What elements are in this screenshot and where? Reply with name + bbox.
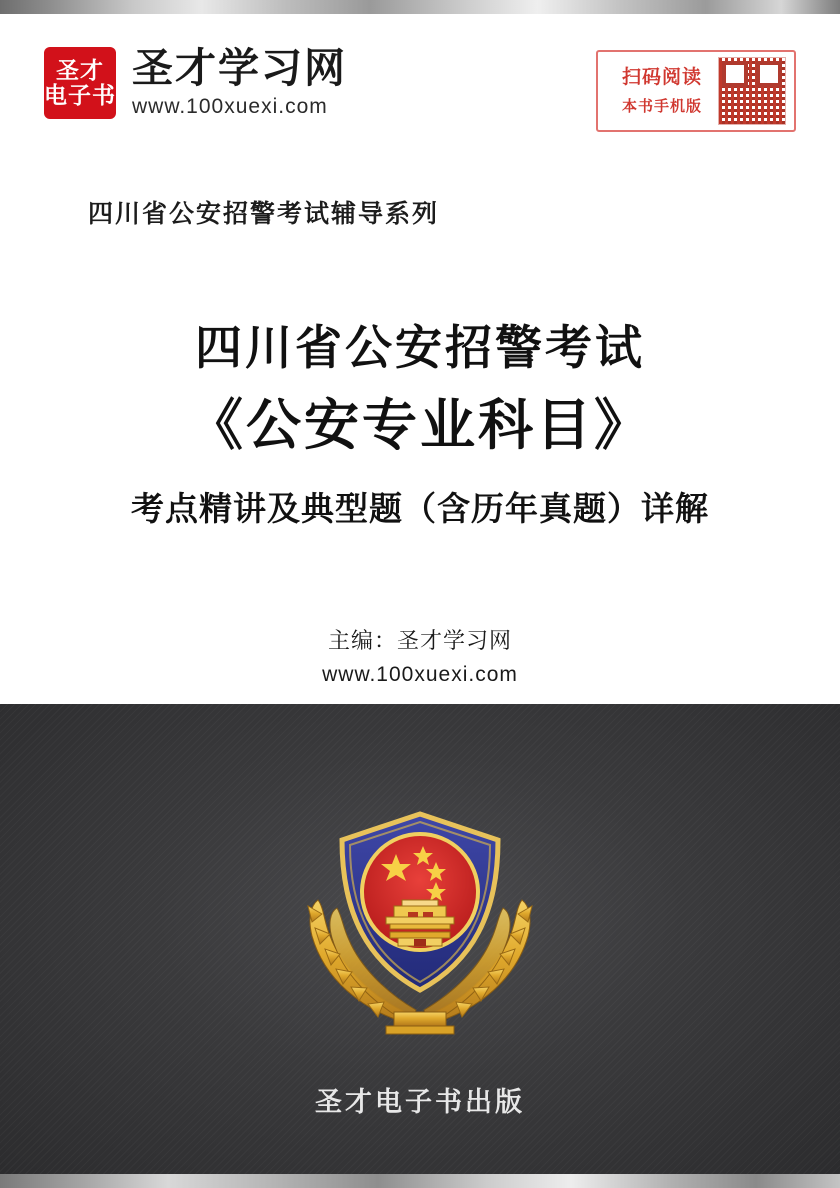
shengcai-logo-mark <box>44 47 116 119</box>
series-label: 四川省公安招警考试辅导系列 <box>88 200 440 228</box>
page-description: 考点精讲及典型题（含历年真题）详解 <box>131 490 709 528</box>
brand-logo-text <box>132 46 347 119</box>
editor-name: 主编：圣才学习网 <box>327 628 512 653</box>
police-emblem-icon <box>290 796 550 1036</box>
editor-url: www.100xuexi.com <box>322 663 518 686</box>
cover-lower-section <box>0 704 840 1174</box>
logo-mark-line1: 圣才 <box>56 57 104 84</box>
logo-mark-line2: 电子书 <box>44 81 116 108</box>
qr-badge-labels <box>606 64 718 118</box>
qr-badge-line2: 本书手机版 <box>621 97 702 115</box>
page-title: 四川省公安招警考试 <box>195 321 645 374</box>
editor-block <box>0 624 840 687</box>
page-subtitle: 《公安专业科目》 <box>187 393 652 456</box>
qr-badge-line1: 扫码阅读 <box>621 67 702 88</box>
bottom-metallic-border <box>0 1174 840 1188</box>
top-metallic-border <box>0 0 840 14</box>
brand-title: 圣才学习网 <box>132 45 347 91</box>
brand-url: www.100xuexi.com <box>132 95 328 119</box>
qr-scan-badge[interactable] <box>596 50 796 132</box>
qr-code-icon[interactable] <box>718 57 786 125</box>
brand-logo[interactable] <box>44 46 347 119</box>
publisher-label: 圣才电子书出版 <box>315 1087 525 1117</box>
cover-title-block <box>0 319 840 530</box>
cover-upper-section <box>0 14 840 704</box>
